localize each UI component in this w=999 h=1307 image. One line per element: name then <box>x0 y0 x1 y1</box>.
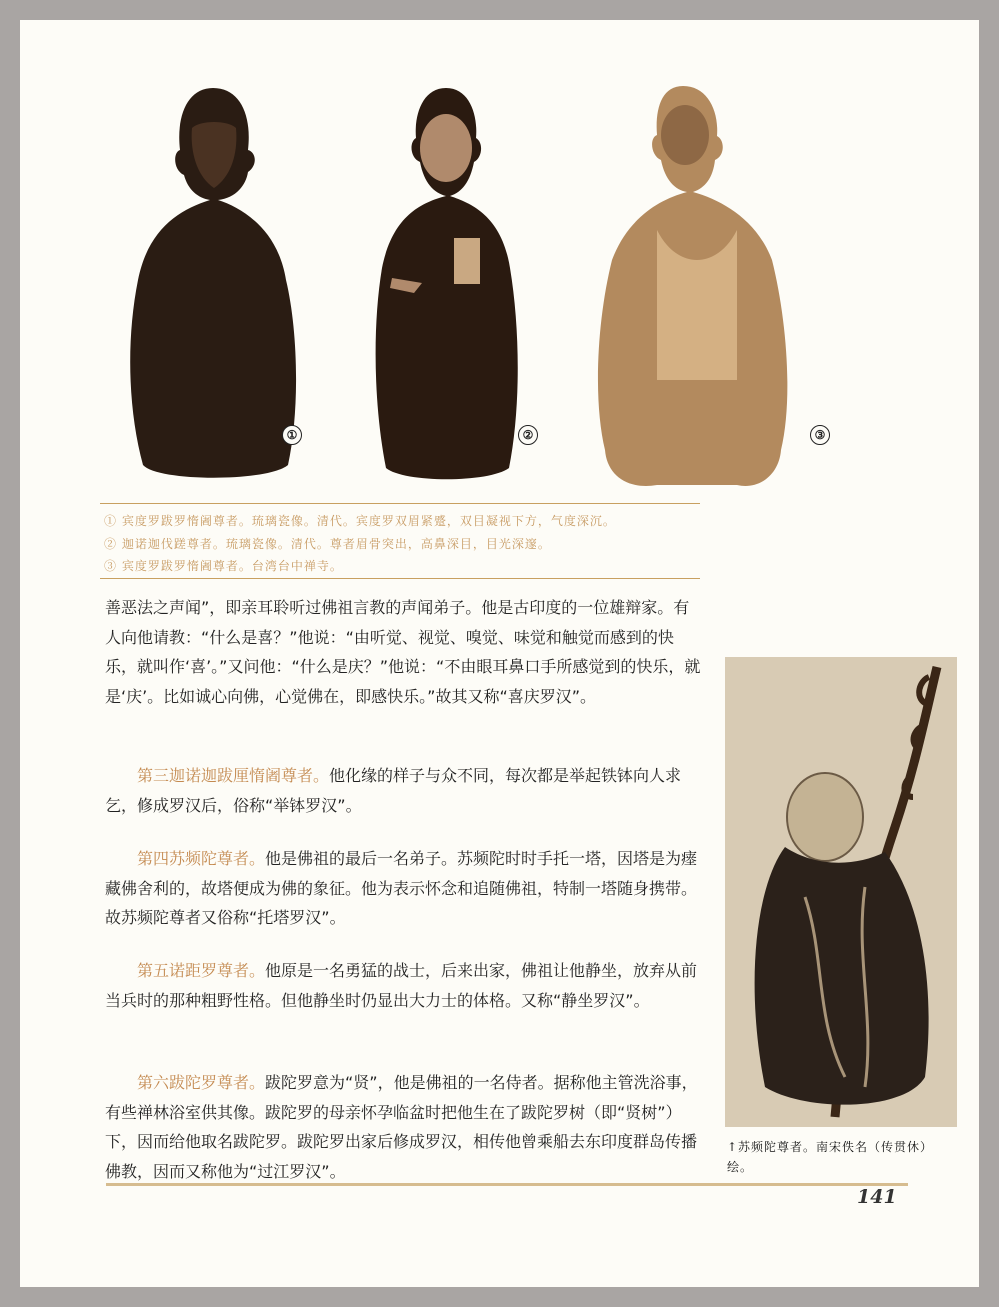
statue-photo-3 <box>587 80 797 492</box>
paragraph-1: 善恶法之声闻”，即亲耳聆听过佛祖言教的声闻弟子。他是古印度的一位雄辩家。有人向他请教：“什么是喜？”他说：“由听觉、视觉、嗅觉、味觉和触觉而感到的快乐，就叫作‘喜’。”又问他：“什么是庆？”他说：“不由眼耳鼻口手所感觉到的快乐，就是‘庆’。比如诚心向佛，心觉佛在，即感快乐。”故其又称“喜庆罗汉”。 <box>105 598 701 706</box>
page-number: 141 <box>857 1186 897 1208</box>
paragraph-5 <box>105 1068 705 1186</box>
figure-label-3: ③ <box>810 425 830 445</box>
arhat-4-text: 他是佛祖的最后一名弟子。苏频陀时时手托一塔，因塔是为瘗藏佛舍利的，故塔便成为佛的象征。他为表示怀念和追随佛祖，特制一塔随身携带。故苏频陀尊者又俗称“托塔罗汉”。 <box>105 849 698 927</box>
figure-caption-2: ② 迦诺迦伐蹉尊者。琉璃瓷像。清代。尊者眉骨突出，高鼻深目，目光深邃。 <box>104 537 551 551</box>
subinda-painting <box>725 657 957 1127</box>
paragraph-3 <box>105 844 705 933</box>
figure-caption-3: ③ 宾度罗跋罗惰阇尊者。台湾台中禅寺。 <box>104 559 343 573</box>
footer-rule <box>106 1183 908 1186</box>
figure-label-2: ② <box>518 425 538 445</box>
paragraph-2 <box>105 761 705 820</box>
arhat-5-text: 他原是一名勇猛的战士，后来出家，佛祖让他静坐，放弃从前当兵时的那种粗野性格。但他静坐时仍显出大力士的体格。又称“静坐罗汉”。 <box>105 961 698 1010</box>
figure-caption-1: ① 宾度罗跋罗惰阇尊者。琉璃瓷像。清代。宾度罗双眉紧蹙，双目凝视下方，气度深沉。 <box>104 514 616 528</box>
arhat-4-heading: 第四苏频陀尊者。 <box>137 849 266 868</box>
arhat-6-heading: 第六跋陀罗尊者。 <box>137 1073 266 1092</box>
statue-photo-2 <box>364 78 529 488</box>
paragraph-4 <box>105 956 705 1015</box>
caption-rule-top <box>100 503 700 504</box>
figure-label-1: ① <box>282 425 302 445</box>
arhat-3-text: 他化缘的样子与众不同，每次都是举起铁钵向人求乞，修成罗汉后，俗称“举钵罗汉”。 <box>105 766 682 815</box>
caption-rule-bottom <box>100 578 700 579</box>
painting-caption: ↑苏频陀尊者。南宋佚名（传贯休）绘。 <box>727 1140 934 1174</box>
statue-photo-1 <box>118 80 308 485</box>
arhat-5-heading: 第五诺距罗尊者。 <box>137 961 266 980</box>
arhat-3-heading: 第三迦诺迦跋厘惰阇尊者。 <box>137 766 330 785</box>
arhat-6-text: 跋陀罗意为“贤”，他是佛祖的一名侍者。据称他主管洗浴事，有些禅林浴室供其像。跋陀罗的母亲怀孕临盆时把他生在了跋陀罗树（即“贤树”）下，因而给他取名跋陀罗。跋陀罗出家后修成罗汉，相传他曾乘船去东印度群岛传播佛教，因而又称他为“过江罗汉”。 <box>105 1073 698 1181</box>
